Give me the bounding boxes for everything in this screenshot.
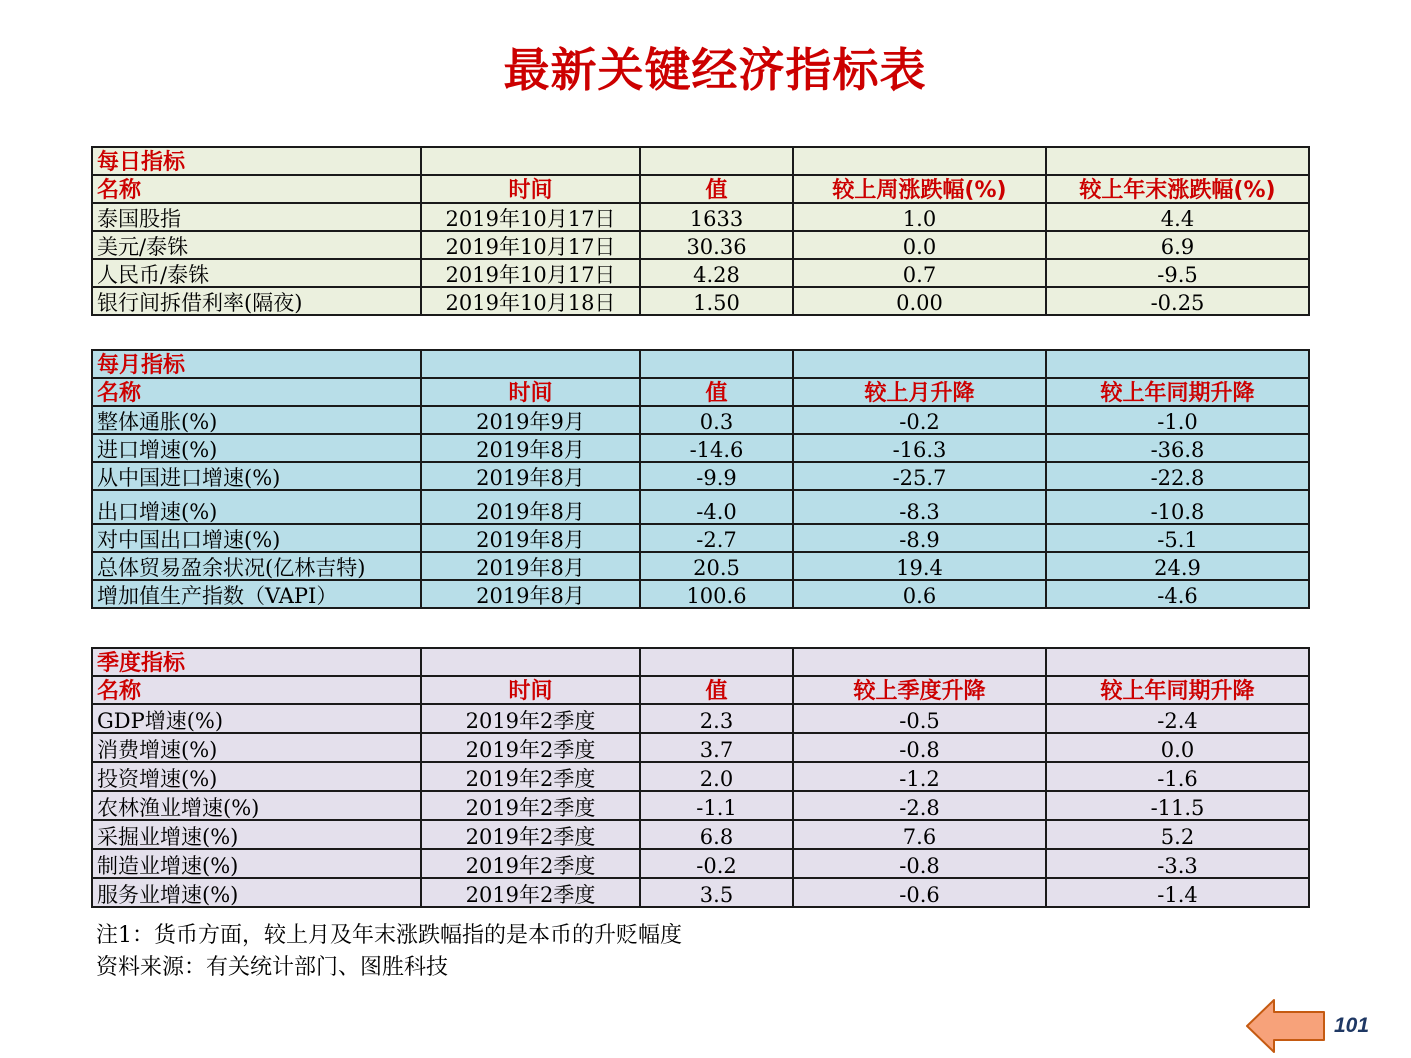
table-row — [92, 462, 1309, 490]
change-1: 0.6 — [793, 580, 1046, 608]
change-2: -1.4 — [1046, 878, 1309, 907]
column-header: 较上周涨跌幅(%) — [793, 175, 1046, 203]
change-2: -1.6 — [1046, 762, 1309, 791]
change-1: -1.2 — [793, 762, 1046, 791]
column-header: 名称 — [92, 676, 421, 704]
daily-indicators-table — [91, 146, 1310, 316]
column-header: 较上月升降 — [793, 378, 1046, 406]
change-1: 19.4 — [793, 552, 1046, 580]
indicator-value: -9.9 — [640, 462, 793, 490]
indicator-date: 2019年2季度 — [421, 878, 640, 907]
column-header: 名称 — [92, 378, 421, 406]
table-row — [92, 524, 1309, 552]
change-2: -10.8 — [1046, 490, 1309, 524]
change-2: -22.8 — [1046, 462, 1309, 490]
indicator-value: 0.3 — [640, 406, 793, 434]
column-header: 较上年同期升降 — [1046, 676, 1309, 704]
column-header: 时间 — [421, 378, 640, 406]
indicator-date: 2019年8月 — [421, 490, 640, 524]
indicator-date: 2019年8月 — [421, 462, 640, 490]
indicator-value: 100.6 — [640, 580, 793, 608]
change-2: -9.5 — [1046, 259, 1309, 287]
table-row — [92, 849, 1309, 878]
indicator-name: 对中国出口增速(%) — [92, 524, 421, 552]
change-2: -0.25 — [1046, 287, 1309, 315]
indicator-value: 20.5 — [640, 552, 793, 580]
indicator-name: 服务业增速(%) — [92, 878, 421, 907]
indicator-date: 2019年2季度 — [421, 791, 640, 820]
column-header: 名称 — [92, 175, 421, 203]
section-label: 每月指标 — [92, 350, 421, 378]
indicator-value: 4.28 — [640, 259, 793, 287]
indicator-date: 2019年10月18日 — [421, 287, 640, 315]
column-header: 值 — [640, 378, 793, 406]
change-2: 5.2 — [1046, 820, 1309, 849]
change-2: -1.0 — [1046, 406, 1309, 434]
indicator-date: 2019年9月 — [421, 406, 640, 434]
change-2: -36.8 — [1046, 434, 1309, 462]
quarterly-indicators-table — [91, 647, 1310, 908]
column-header: 较上年末涨跌幅(%) — [1046, 175, 1309, 203]
indicator-value: 6.8 — [640, 820, 793, 849]
indicator-value: 3.7 — [640, 733, 793, 762]
indicator-date: 2019年2季度 — [421, 820, 640, 849]
table-row — [92, 733, 1309, 762]
section-label-row — [92, 350, 1309, 378]
table-row — [92, 580, 1309, 608]
change-2: -3.3 — [1046, 849, 1309, 878]
column-header: 值 — [640, 175, 793, 203]
indicator-value: 2.0 — [640, 762, 793, 791]
indicator-name: 消费增速(%) — [92, 733, 421, 762]
table-row — [92, 434, 1309, 462]
change-1: -0.6 — [793, 878, 1046, 907]
indicator-name: GDP增速(%) — [92, 704, 421, 733]
table-row — [92, 820, 1309, 849]
indicator-date: 2019年8月 — [421, 524, 640, 552]
column-header: 较上年同期升降 — [1046, 378, 1309, 406]
indicator-name: 人民币/泰铢 — [92, 259, 421, 287]
header-row — [92, 378, 1309, 406]
indicator-date: 2019年8月 — [421, 580, 640, 608]
table-row — [92, 231, 1309, 259]
table-row — [92, 552, 1309, 580]
indicator-name: 制造业增速(%) — [92, 849, 421, 878]
change-2: -2.4 — [1046, 704, 1309, 733]
change-2: 24.9 — [1046, 552, 1309, 580]
indicator-value: -2.7 — [640, 524, 793, 552]
change-2: 6.9 — [1046, 231, 1309, 259]
indicator-date: 2019年10月17日 — [421, 259, 640, 287]
indicator-name: 采掘业增速(%) — [92, 820, 421, 849]
indicator-value: -14.6 — [640, 434, 793, 462]
indicator-date: 2019年2季度 — [421, 704, 640, 733]
footnote: 注1：货币方面，较上月及年末涨跌幅指的是本币的升贬幅度 — [96, 923, 682, 948]
table-row — [92, 704, 1309, 733]
indicator-date: 2019年8月 — [421, 552, 640, 580]
section-label: 每日指标 — [92, 147, 421, 175]
indicator-date: 2019年2季度 — [421, 733, 640, 762]
indicator-date: 2019年10月17日 — [421, 231, 640, 259]
header-row — [92, 175, 1309, 203]
indicator-name: 出口增速(%) — [92, 490, 421, 524]
indicator-name: 农林渔业增速(%) — [92, 791, 421, 820]
change-2: -5.1 — [1046, 524, 1309, 552]
change-1: -0.8 — [793, 849, 1046, 878]
indicator-name: 整体通胀(%) — [92, 406, 421, 434]
indicator-value: 30.36 — [640, 231, 793, 259]
change-1: -8.3 — [793, 490, 1046, 524]
indicator-date: 2019年8月 — [421, 434, 640, 462]
change-1: 0.7 — [793, 259, 1046, 287]
indicator-date: 2019年2季度 — [421, 849, 640, 878]
table-row — [92, 406, 1309, 434]
left-arrow-icon[interactable] — [1244, 997, 1328, 1055]
section-label: 季度指标 — [92, 648, 421, 676]
indicator-value: 2.3 — [640, 704, 793, 733]
indicator-date: 2019年2季度 — [421, 762, 640, 791]
header-row — [92, 676, 1309, 704]
section-label-row — [92, 147, 1309, 175]
change-1: -0.8 — [793, 733, 1046, 762]
indicator-value: -4.0 — [640, 490, 793, 524]
indicator-date: 2019年10月17日 — [421, 203, 640, 231]
source-note: 资料来源：有关统计部门、图胜科技 — [96, 955, 449, 980]
indicator-value: 1633 — [640, 203, 793, 231]
change-2: -4.6 — [1046, 580, 1309, 608]
change-1: -2.8 — [793, 791, 1046, 820]
indicator-name: 从中国进口增速(%) — [92, 462, 421, 490]
section-label-row — [92, 648, 1309, 676]
indicator-value: 3.5 — [640, 878, 793, 907]
table-row — [92, 203, 1309, 231]
table-row — [92, 791, 1309, 820]
column-header: 时间 — [421, 175, 640, 203]
indicator-value: 1.50 — [640, 287, 793, 315]
change-2: -11.5 — [1046, 791, 1309, 820]
table-row — [92, 259, 1309, 287]
change-1: 7.6 — [793, 820, 1046, 849]
change-1: 0.0 — [793, 231, 1046, 259]
page-number: 101 — [1334, 1014, 1370, 1037]
indicator-name: 增加值生产指数（VAPI） — [92, 580, 421, 608]
table-row — [92, 287, 1309, 315]
indicator-value: -1.1 — [640, 791, 793, 820]
change-2: 4.4 — [1046, 203, 1309, 231]
column-header: 时间 — [421, 676, 640, 704]
table-row — [92, 878, 1309, 907]
indicator-name: 银行间拆借利率(隔夜) — [92, 287, 421, 315]
indicator-name: 进口增速(%) — [92, 434, 421, 462]
change-1: -8.9 — [793, 524, 1046, 552]
page-title: 最新关键经济指标表 — [503, 43, 927, 97]
change-1: -16.3 — [793, 434, 1046, 462]
indicator-name: 总体贸易盈余状况(亿林吉特) — [92, 552, 421, 580]
change-1: 0.00 — [793, 287, 1046, 315]
change-2: 0.0 — [1046, 733, 1309, 762]
table-row — [92, 762, 1309, 791]
change-1: -0.5 — [793, 704, 1046, 733]
indicator-name: 美元/泰铢 — [92, 231, 421, 259]
column-header: 值 — [640, 676, 793, 704]
monthly-indicators-table — [91, 349, 1310, 609]
indicator-name: 泰国股指 — [92, 203, 421, 231]
table-row — [92, 490, 1309, 524]
column-header: 较上季度升降 — [793, 676, 1046, 704]
change-1: 1.0 — [793, 203, 1046, 231]
change-1: -25.7 — [793, 462, 1046, 490]
indicator-name: 投资增速(%) — [92, 762, 421, 791]
change-1: -0.2 — [793, 406, 1046, 434]
indicator-value: -0.2 — [640, 849, 793, 878]
